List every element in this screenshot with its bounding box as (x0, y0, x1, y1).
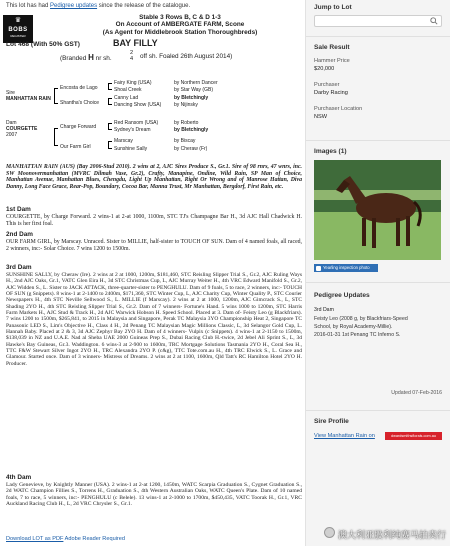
fourth-dam-heading: 4th Dam (6, 474, 32, 481)
dam-year: 2007 (6, 132, 18, 138)
logo-name: BOBS (8, 27, 28, 33)
sire-profile-title: Sire Profile (314, 418, 349, 425)
foaled-date: off sh. Foaled 26th August 2014) (140, 53, 233, 60)
jump-to-lot-input[interactable] (314, 15, 442, 27)
pedigree-g4: by Biscay (174, 138, 196, 144)
photo-link-label: Yearling inspection photo (323, 265, 370, 270)
pedigree-g4: by Bletchingly (174, 127, 209, 133)
watermark-logo-icon (324, 527, 335, 538)
pedigree-g4: by Nijinsky (174, 102, 198, 108)
sire-site-badge[interactable]: dwardsmithsflorals.com.au (385, 432, 442, 440)
crest-icon: ♛ (14, 17, 22, 24)
second-dam-paragraph: OUR FARM GIRL, by Marscay. Unraced. Sister to MILLIE, half-sister to TOUCH OF SUN. Dam of 4 named foals, all raced, 2 winners, inc:- Solar Choice. 7 wins 1200 to 1500m. (6, 239, 302, 252)
download-pdf-link[interactable]: Download LOT as PDF (6, 536, 64, 542)
lot-number: Lot 468 (With 50% GST) (6, 41, 80, 48)
pedigree-g3: Dancing Show (USA) (114, 102, 162, 108)
sale-result-title: Sale Result (314, 44, 350, 51)
pedigree-g3: Fairy King (USA) (114, 80, 152, 86)
adobe-required-note: Adobe Reader Required (64, 536, 126, 542)
brand-number: 2 4 (130, 50, 134, 62)
pedigree-g4: by Roberto (174, 120, 199, 126)
update-dam: 3rd Dam (314, 307, 334, 313)
pedigree-g4: by Northern Dancer (174, 80, 218, 86)
pedigree-g3: Sydney's Dream (114, 127, 151, 133)
sire-profile-link[interactable]: View Manhattan Rain on (314, 433, 375, 439)
download-pdf (6, 536, 125, 542)
update-line: Feisty Leo (2008 g, by Blackfriars-Speed (314, 316, 408, 322)
purchaser-label: Purchaser (314, 82, 340, 88)
third-dam-paragraph: SUNSHINE SALLY, by Cheraw (Ire). 2 wins at 2 at 1000, 1200m, $181,460, STC Reisling Slipper Trial S., Gr.2, AJC Ruling Ways H., 2nd AJC Oaks, Gr.1, VATC Glen Eira H., 3d STC Christmas Cup, L, AJC Murray Weiter H., 4th VRC Edward Manifold S., Gr.2, AJC Widden S., L. Sister to JACK ATTACK, three-quarter-sister to PENGHULU. Dam of 9 foals, 5 to race, 2 winners, inc:- TOUCH OF SUN (g Snippets). 8 wins-1 at 2-1400 to 2400m, $171,360, STC Winter Cup, L, AJC Charity Cup, Winter Quality P., STC Courier Newspapers H., 4th STC Neville Sellwood S., L. MILLIE (f Marscay). 2 wins at 2 at 1000, 1200m, AJC Gimcrack S., L, STC Shading 2YO H., 4th STC Reisling Slipper Trial S., Gr.2. Dam of 7 winners- Fortune's Hand. 5 wins 1000 to 1200m, STC Harris Farm Markets H., AJC Stud & Track H., 2d AJC Warwick Hobson H. Speed School. Placed at 3. Dam of- Feisty Leo (g Blackfriars). 7 wins 1200 to 1500m, $265,841, to 2015 in Malaysia and Singapore, Perak TC Malaysia 3YO Championship Heat 2, Singapore TC Panasonic LED S., Lim's Objective H., Class 4 H., 2d Penang TC Malaysian Magic Millions Classic, L, 3d Selangor Gold Cup, L. Hannah Baby. Placed at 2 & 3, 3d AJC Zephyr Bay 2YO H. Dam of 4 winners- Vulpix (c Snippets). 4 wins-1 at 2-1150 to 1500m, $138,039 in NZ and U.A.E. Nad al Sheba UAE 2000 Guineas Prep S., Dubai Racing Club H.-twice, 2d Jebel Ali Sprint S., L, 3d Hawke's Bay Guineas, Gr.3. Waddington. 6 wins-3 at 2-900 to 1600m, TRC Mortgage Solutions Tasmania 2YO H., Coral Sea H., TTC F&W Stewart Silver Ingot 2YO H., TRC Alexandra 2YO P. (c&g), TTC Tote.com.au H., 4th TRC Elwick S., L. Grace and Glamour. Started once. Dam of 3 winners- Mistress of Dreams. 2 wins at 2 at 1100, 1600m, Qld Tatt's RC Hamilton Hotel 2YO H. Producer. (6, 272, 302, 367)
pedigree-g2: Charge Forward (60, 124, 97, 130)
pedigree-update-notice (6, 3, 190, 9)
pedigree-g3: Red Ransom (USA) (114, 120, 159, 126)
header-line: On Account of AMBERGATE FARM, Scone (115, 21, 245, 29)
third-dam-heading: 3rd Dam (6, 264, 32, 271)
second-dam-heading: 2nd Dam (6, 231, 33, 238)
header-line: Stable 3 Rows B, C & D 1-3 (139, 14, 221, 21)
divider (306, 282, 450, 283)
pedigree-g3: Sunshine Sally (114, 146, 148, 152)
pedigree-g4: by Star Way (GB) (174, 87, 213, 93)
pedigree-g3: Canny Lad (114, 95, 139, 101)
sire-name: MANHATTAN RAIN (6, 96, 51, 102)
divider (306, 410, 450, 411)
notice-prefix: This lot has had (6, 3, 51, 9)
sire-paragraph: MANHATTAN RAIN (AUS) (Bay 2006-Stud 2010). 2 wins at 2, AJC Sires Produce S., Gr.1. Sire of 98 rnrs, 47 wnrs, inc. SW Moonovermanhattan (MVRC Dilmah Vase, Gr.2), Crafty, Manapine, Ondine, Wild Rain, SP Man of Choice, Manhattan Avenue, Manhattan Blues, Chengdu, Light Up Manhattan, Right Or Wrong and of Manrose Hattan, Diva Danny, Long Face Grace, Rear-Pop, Boundary, Cocoa Bar, Manna Trust, Mr Manhattan, Bergdorf, First Rain, etc. (6, 164, 302, 190)
pedigree-bracket (54, 88, 58, 104)
first-dam-heading: 1st Dam (6, 206, 31, 213)
divider (306, 36, 450, 37)
pedigree-g2: Encosta de Lago (60, 85, 98, 91)
dam-name: COURGETTE (6, 126, 38, 132)
pedigree-bracket (108, 141, 112, 149)
logo-sub: REGISTER (10, 34, 26, 38)
watermark-text: 澳大利亚股利纯赛马拍卖行 (337, 531, 446, 541)
pedigree-g4: by Cheraw (Fr) (174, 146, 208, 152)
pedigree-g2: Our Farm Girl (60, 144, 91, 150)
hammer-price-label: Hammer Price (314, 58, 350, 64)
purchaser-location-label: Purchaser Location (314, 106, 363, 112)
update-line: 2016-01-31 1st Penang TC Inferno S. (314, 332, 401, 338)
notice-suffix: since the release of the catalogue. (97, 3, 191, 9)
pedigree-g3: Shoal Creek (114, 87, 142, 93)
pedigree-table (6, 80, 302, 158)
lot-title: BAY FILLY (113, 38, 158, 48)
dam-label: Dam (6, 120, 17, 126)
pedigree-g2: Shantha's Choice (60, 100, 100, 106)
pedigree-bracket (108, 123, 112, 130)
hammer-price-value: $20,000 (314, 66, 335, 72)
purchaser-location-value: NSW (314, 114, 328, 120)
images-title: Images (1) (314, 148, 347, 155)
camera-icon (316, 266, 321, 271)
consignor-header (60, 14, 300, 36)
updated-date: Updated 07-Feb-2016 (391, 390, 442, 396)
pedigree-updates-link[interactable]: Pedigree updates (50, 3, 98, 9)
pedigree-updates-title: Pedigree Updates (314, 292, 370, 299)
jump-to-lot-title: Jump to Lot (314, 4, 352, 11)
pedigree-g3: Marscay (114, 138, 133, 144)
photo-link-button[interactable] (314, 264, 378, 272)
brand-text: (Branded H nr sh. (60, 53, 112, 62)
sidebar (305, 0, 450, 546)
watermark (324, 528, 446, 541)
fourth-dam-paragraph: Lady Genevieve, by Knightly Manner (USA). 2 wins-1 at 2-at 1200, 1450m, WATC Scarpia Graduation S., Cygnet Graduation S., 2d WATC Champion Fillies S., Torrens H., Graduation S., 4th Western Australian Oaks, WATC Queen's Plate. Dam of 10 named foals, 7 to race, 5 winners, inc:- PENGHULU (c Belele). 13 wins-1 at 2-1000 to 1700m, $450,435, VATC Toorak H., Gr.1, VRC Auckland Racing Club H., L, 2d VRC Chrysler S., Gr.1. (6, 482, 302, 508)
divider (306, 140, 450, 141)
pedigree-g4: by Bletchingly (174, 95, 209, 101)
sire-label: Sire (6, 90, 15, 96)
header-line: (As Agent for Middlebrook Station Thoroughbreds) (102, 28, 258, 36)
first-dam-paragraph: COURGETTE, by Charge Forward. 2 wins-1 at 2-at 1000, 1100m, STC TJ's Champagne Bar H., 3d AJC Hall Chadwick H. This is her first foal. (6, 214, 302, 227)
pedigree-bracket (108, 83, 112, 90)
pedigree-bracket (108, 98, 112, 105)
horse-photo[interactable] (314, 160, 441, 260)
horse-photo-image (314, 160, 441, 260)
register-logo (3, 15, 33, 43)
update-line: School, by Royal Academy-Millie). (314, 324, 393, 330)
search-icon[interactable] (430, 17, 438, 25)
pedigree-bracket (54, 128, 58, 146)
purchaser-value: Darby Racing (314, 90, 348, 96)
